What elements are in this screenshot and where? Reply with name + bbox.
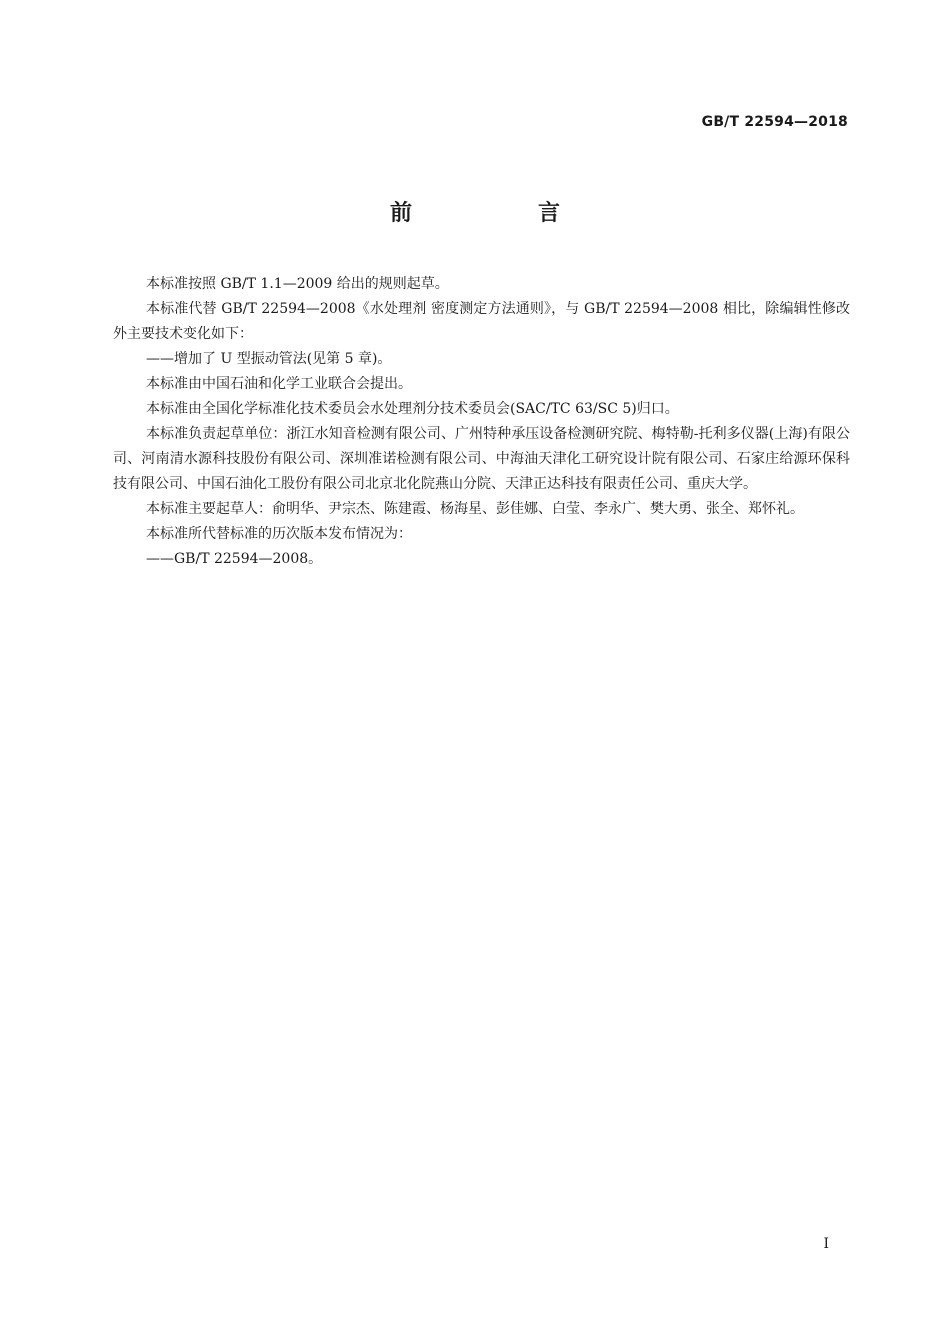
paragraph-centralized: 本标准由全国化学标准化技术委员会水处理剂分技术委员会(SAC/TC 63/SC 5)归口。 [146, 401, 679, 417]
page-number: I [823, 1236, 829, 1252]
paragraph-drafting-units: 本标准负责起草单位：浙江水知音检测有限公司、广州特种承压设备检测研究院、梅特勒-托利多仪器(上海)有限公司、河南清水源科技股份有限公司、深圳准诺检测有限公司、中海油天津化工研究设计院有限公司、石家庄给源环保科技有限公司、中国石油化工股份有限公司北京北化院燕山分院、天津正达科技有限责任公司、重庆大学。 [113, 426, 850, 492]
paragraph-history-item: ——GB/T 22594—2008。 [146, 551, 323, 567]
paragraph-replacement: 本标准代替 GB/T 22594—2008《水处理剂 密度测定方法通则》，与 GB/T 22594—2008 相比，除编辑性修改外主要技术变化如下： [113, 301, 850, 342]
paragraph-drafting-rules: 本标准按照 GB/T 1.1—2009 给出的规则起草。 [146, 276, 449, 292]
foreword-body [113, 272, 850, 572]
paragraph-history-intro: 本标准所代替标准的历次版本发布情况为： [146, 526, 412, 542]
page-title: 前 言 [389, 201, 612, 226]
paragraph-change-item: ——增加了 U 型振动管法(见第 5 章)。 [146, 351, 392, 367]
paragraph-proposer: 本标准由中国石油和化学工业联合会提出。 [146, 376, 412, 392]
standard-code: GB/T 22594—2018 [701, 114, 848, 130]
paragraph-drafters: 本标准主要起草人：俞明华、尹宗杰、陈建霞、杨海星、彭佳娜、白莹、李永广、樊大勇、张全、郑怀礼。 [146, 501, 804, 517]
